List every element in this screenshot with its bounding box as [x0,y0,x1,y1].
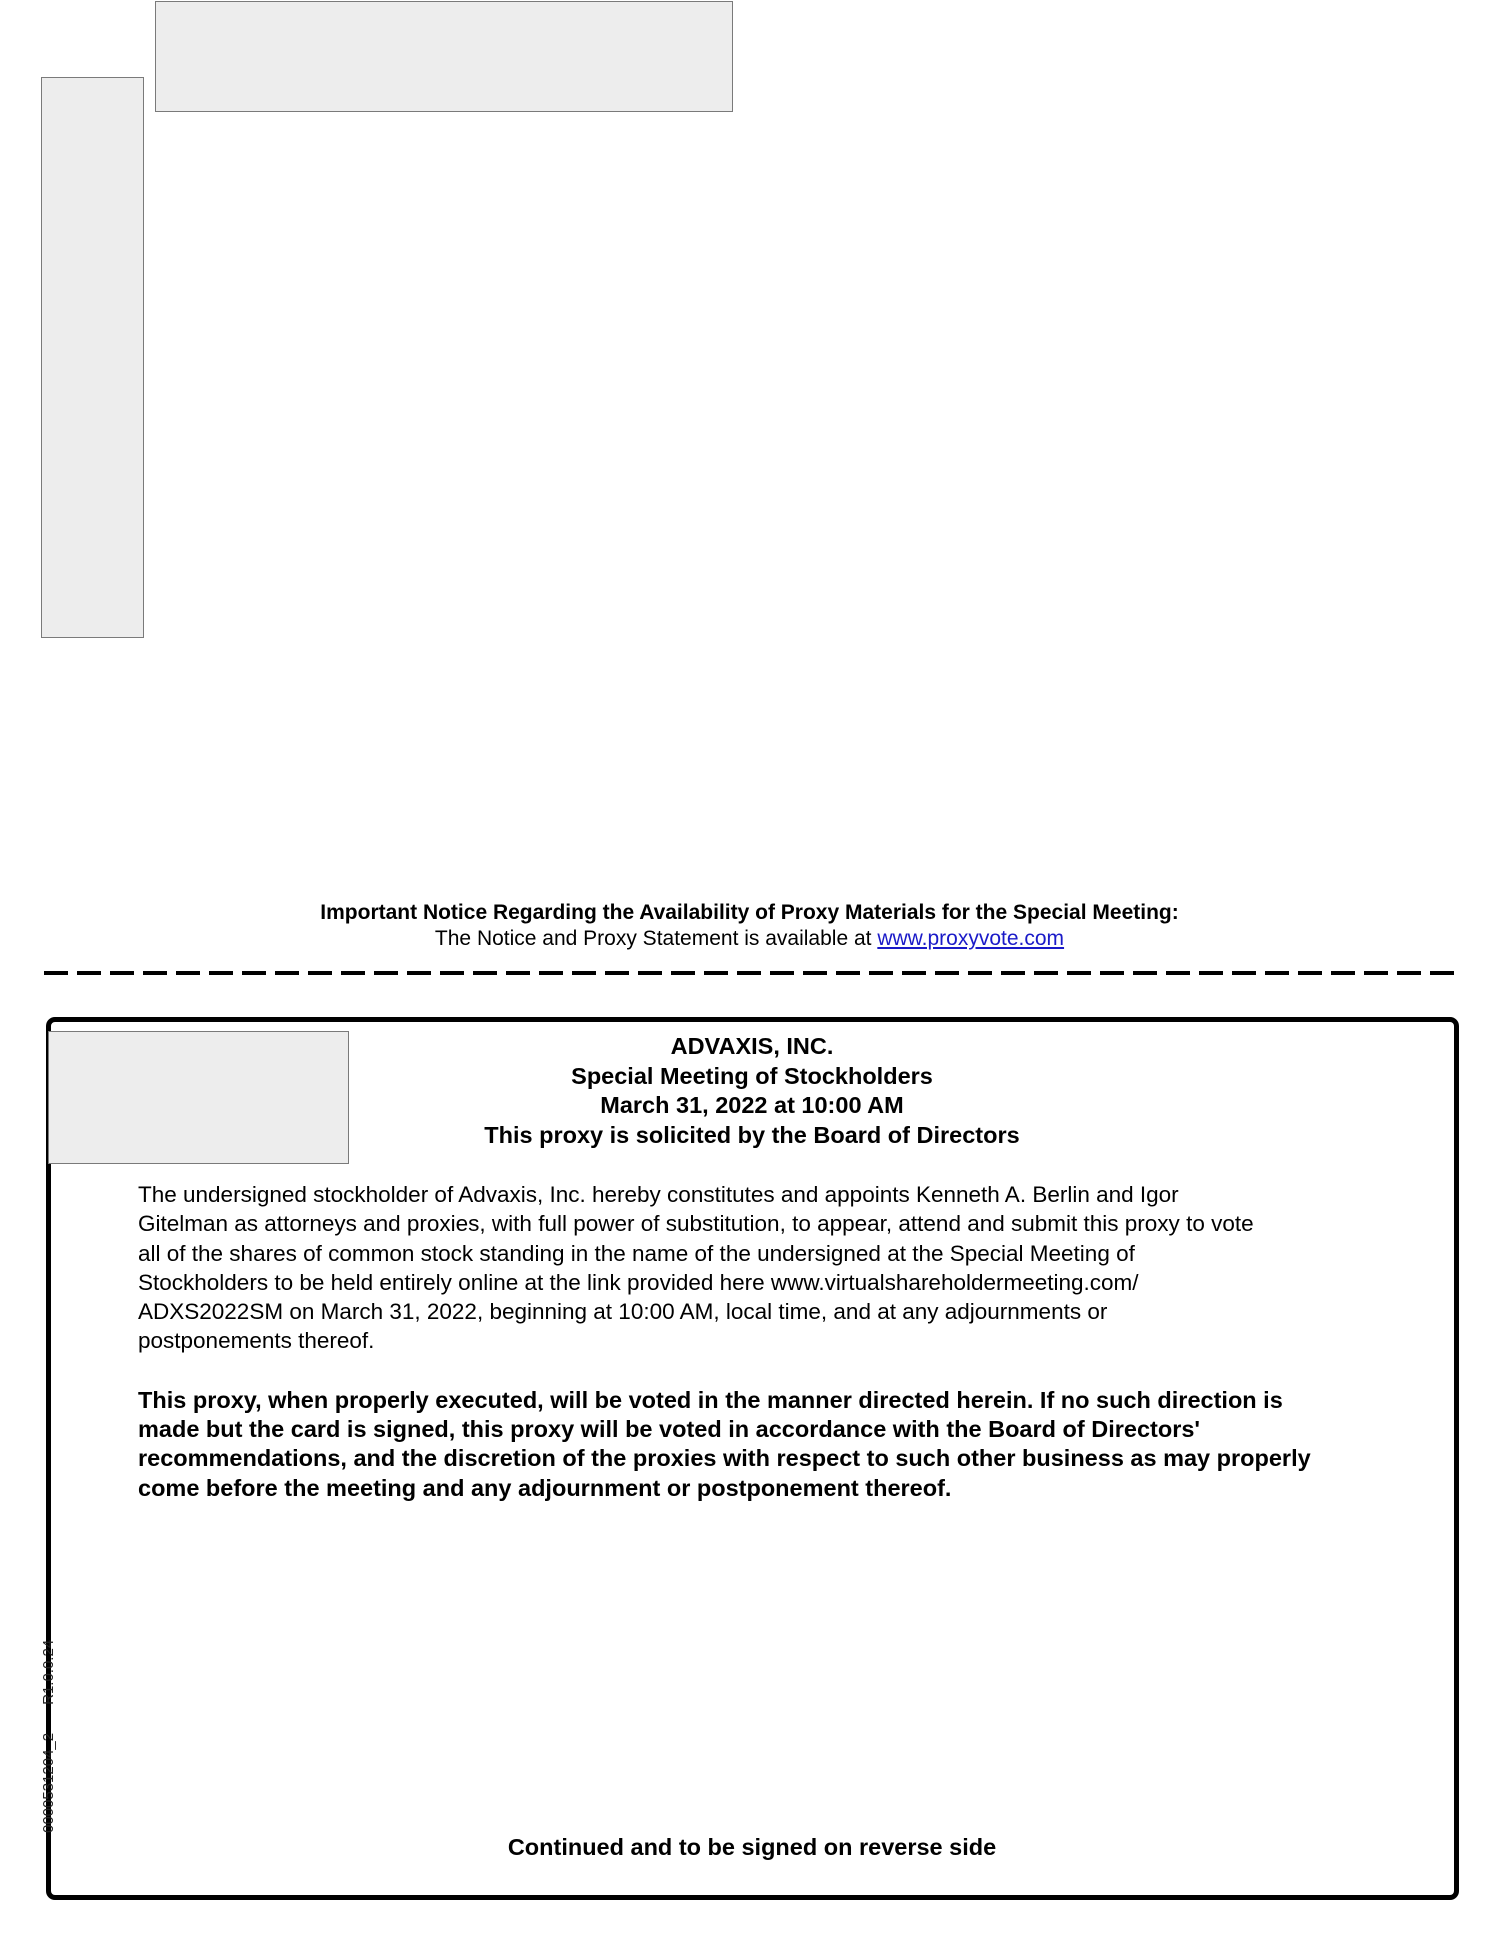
bold-line: This proxy, when properly executed, will be voted in the manner directed herein. If no such direction is [138,1386,1283,1413]
notice-title: Important Notice Regarding the Availability of Proxy Materials for the Special Meeting: [320,901,1179,924]
proxy-materials-notice [0,900,1499,952]
notice-line [0,926,1499,952]
meeting-datetime: March 31, 2022 at 10:00 AM [600,1092,904,1118]
body-line: all of the shares of common stock standing in the name of the undersigned at the Special Meeting of [138,1240,1135,1266]
version-code: R1.0.0.24 [40,1639,57,1705]
body-line: The undersigned stockholder of Advaxis, Inc. hereby constitutes and appoints Kenneth A. Berlin and Igor [138,1182,1179,1207]
body-line: postponements thereof. [138,1328,375,1354]
continued-footer: Continued and to be signed on reverse side [507,1834,997,1860]
card-body [138,1180,1378,1503]
bold-line: made but the card is signed, this proxy will be voted in accordance with the Board of Directors' [138,1416,1200,1443]
job-code: 0000531204_2 [40,1732,57,1833]
cut-line-divider [44,971,1461,975]
body-line: Gitelman as attorneys and proxies, with full power of substitution, to appear, attend and submit this proxy to vote [138,1211,1254,1237]
bold-line: recommendations, and the discretion of the proxies with respect to such other business as may properly [138,1445,1311,1472]
body-line: ADXS2022SM on March 31, 2022, beginning at 10:00 AM, local time, and at any adjournments or [138,1299,1108,1325]
top-placeholder-box [155,1,733,112]
company-name: ADVAXIS, INC. [670,1033,834,1059]
card-header [0,1032,1499,1150]
appointment-paragraph [138,1180,1378,1356]
notice-text: The Notice and Proxy Statement is available at [434,927,872,950]
solicitation-line: This proxy is solicited by the Board of Directors [484,1121,1020,1148]
bold-line: come before the meeting and any adjournment or postponement thereof. [138,1474,952,1501]
side-code-vertical [40,1640,58,1833]
body-line: Stockholders to be held entirely online at the link provided here www.virtualshareholdermeeting.com/ [138,1269,1139,1295]
proxyvote-link[interactable]: www.proxyvote.com [877,927,1065,950]
meeting-title: Special Meeting of Stockholders [571,1062,933,1089]
left-placeholder-box [41,77,144,638]
voting-directions-paragraph [138,1386,1378,1503]
